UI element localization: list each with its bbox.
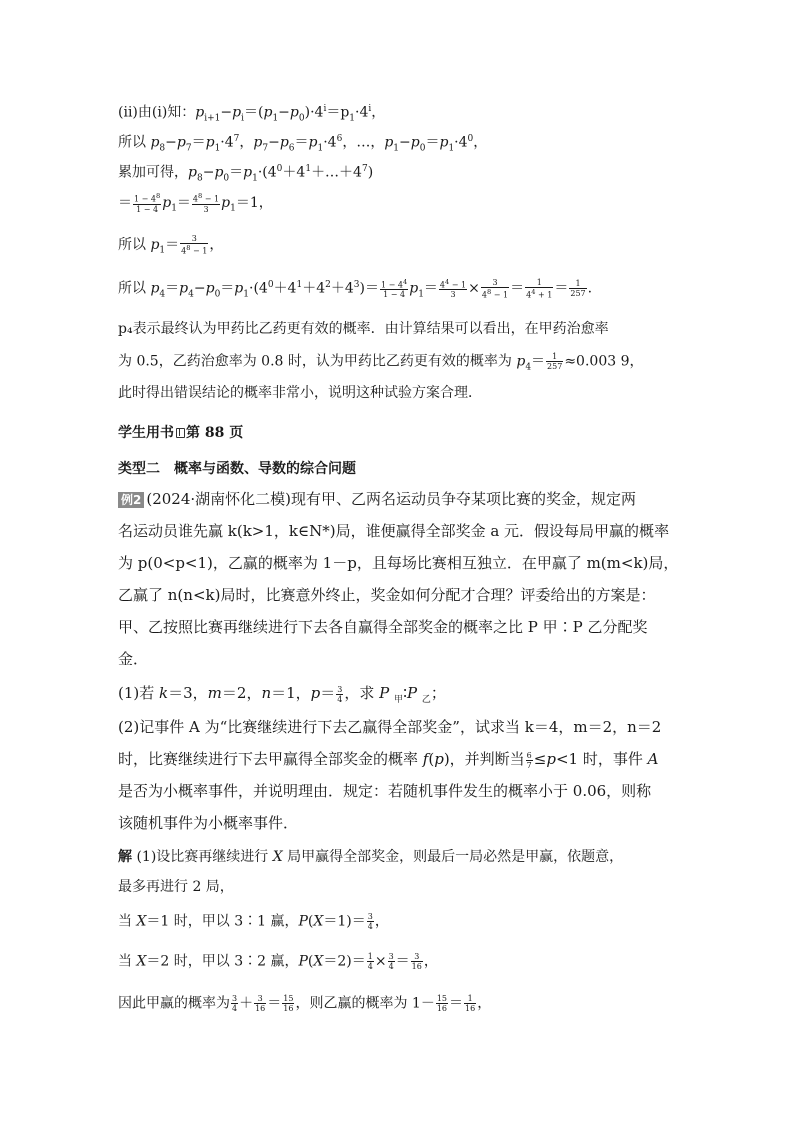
para1-line2: 为 0.5，乙药治愈率为 0.8 时，认为甲药比乙药更有效的概率为 $p_4=$ $\frac{1}{257}$ ≈0.003 9， — [118, 352, 644, 373]
solution-line4: 当 X＝2 时，甲以 3∶2 赢，P(X＝2)＝ $\frac{1}{4}$ × $\frac{3}{4}$ ＝ $\frac{3}{16}$ ， — [118, 952, 438, 971]
example-line6: 金． — [118, 650, 149, 668]
book-ref-page: 第 88 页 — [186, 425, 244, 441]
question-2-line3: 是否为小概率事件，并说明理由．规定：若随机事件发生的概率小于 0.06，则称 — [118, 782, 652, 800]
example-line1 — [118, 490, 636, 508]
book-icon — [175, 427, 185, 438]
question-2-line2: 时，比赛继续进行下去甲赢得全部奖金的概率 f(p)，并判断当 $\frac{6}{7}$ ≤p<1 时，事件 A — [118, 750, 659, 770]
question-1: (1)若 k＝3，m＝2，n＝1，p＝ $\frac{3}{4}$ ，求 P $_甲$∶P $_乙$； — [118, 684, 446, 705]
example-line4: 乙赢了 n(n<k)局时，比赛意外终止，奖金如何分配才合理？评委给出的方案是： — [118, 586, 656, 604]
solution-line1: 解 (1)设比赛再继续进行 X 局甲赢得全部奖金，则最后一局必然是甲赢，依题意， — [118, 849, 624, 865]
line-cumulative-sum: 累加可得，$p_8-p_0=p_1\cdot(4^0+4^1+\dots+4^7)$ — [118, 164, 374, 184]
question-2-line4: 该随机事件为小概率事件． — [118, 814, 299, 832]
line-p1-value: 所以 $p_1=$ $\frac{3}{4^8 - 1}$ ， — [118, 234, 224, 256]
section-title: 类型二 概率与函数、导数的综合问题 — [118, 461, 356, 477]
question-2-line1: (2)记事件 A 为“比赛继续进行下去乙赢得全部奖金”，试求当 k＝4，m＝2，n＝2 — [118, 718, 662, 736]
solution-line2: 最多再进行 2 局， — [118, 879, 234, 895]
line-p4-value: 所以 $p_4=p_4-p_0=p_1\cdot(4^0+4^1+4^2+4^3)=$ $\frac{1 - 4^4}{1 - 4}$ $p_1=$ $\frac{4^4 - 1}{3}$ × $\frac{3}{4^8 - 1}$ ＝ $\frac{1}{4^4 + 1}$ ＝ $\frac{1}{257}$ . — [118, 277, 593, 300]
example-line5: 甲、乙按照比赛再继续进行下去各自赢得全部奖金的概率之比 P 甲∶P 乙分配奖 — [118, 618, 648, 636]
book-reference — [118, 424, 243, 442]
solution-line3: 当 X＝1 时，甲以 3∶1 赢，P(X＝1)＝ $\frac{3}{4}$ ， — [118, 912, 389, 931]
solution-line5: 因此甲赢的概率为 $\frac{3}{4}$ ＋ $\frac{3}{16}$ ＝ $\frac{15}{16}$ ，则乙赢的概率为 1－ $\frac{15}{16}$ ＝ $\frac{1}{16}$ ， — [118, 994, 492, 1013]
para1-line3: 此时得出错误结论的概率非常小，说明这种试验方案合理． — [118, 385, 482, 401]
line-part-ii: (ⅱ)由(ⅰ)知：$p_{i+1}-p_i=(p_1-p_0)\cdot 4^i=p_1\cdot 4^i$， — [118, 104, 386, 124]
example-line2: 名运动员谁先赢 k(k>1，k∈N*)局，谁便赢得全部奖金 a 元．假设每局甲赢的概率 — [118, 522, 670, 540]
para1-line1: p₄表示最终认为甲药比乙药更有效的概率．由计算结果可以看出，在甲药治愈率 — [118, 321, 609, 337]
example-source-text: (2024·湖南怀化二模)现有甲、乙两名运动员争夺某项比赛的奖金，规定两 — [146, 490, 637, 508]
book-ref-prefix: 学生用书 — [118, 425, 174, 441]
line-geometric-sum: ＝ $\frac{1 - 4^8}{1 - 4}$ $p_1=$ $\frac{4^8 - 1}{3}$ $p_1=1$， — [118, 192, 273, 214]
example-tag: 例2 — [118, 492, 144, 508]
example-line3: 为 p(0<p<1)，乙赢的概率为 1－p，且每场比赛相互独立．在甲赢了 m(m<k)局， — [118, 554, 679, 572]
line-differences: 所以 $p_8-p_7=p_1\cdot 4^7$，$p_7-p_6=p_1\cdot 4^6$，…，$p_1-p_0=p_1\cdot 4^0$， — [118, 134, 488, 154]
